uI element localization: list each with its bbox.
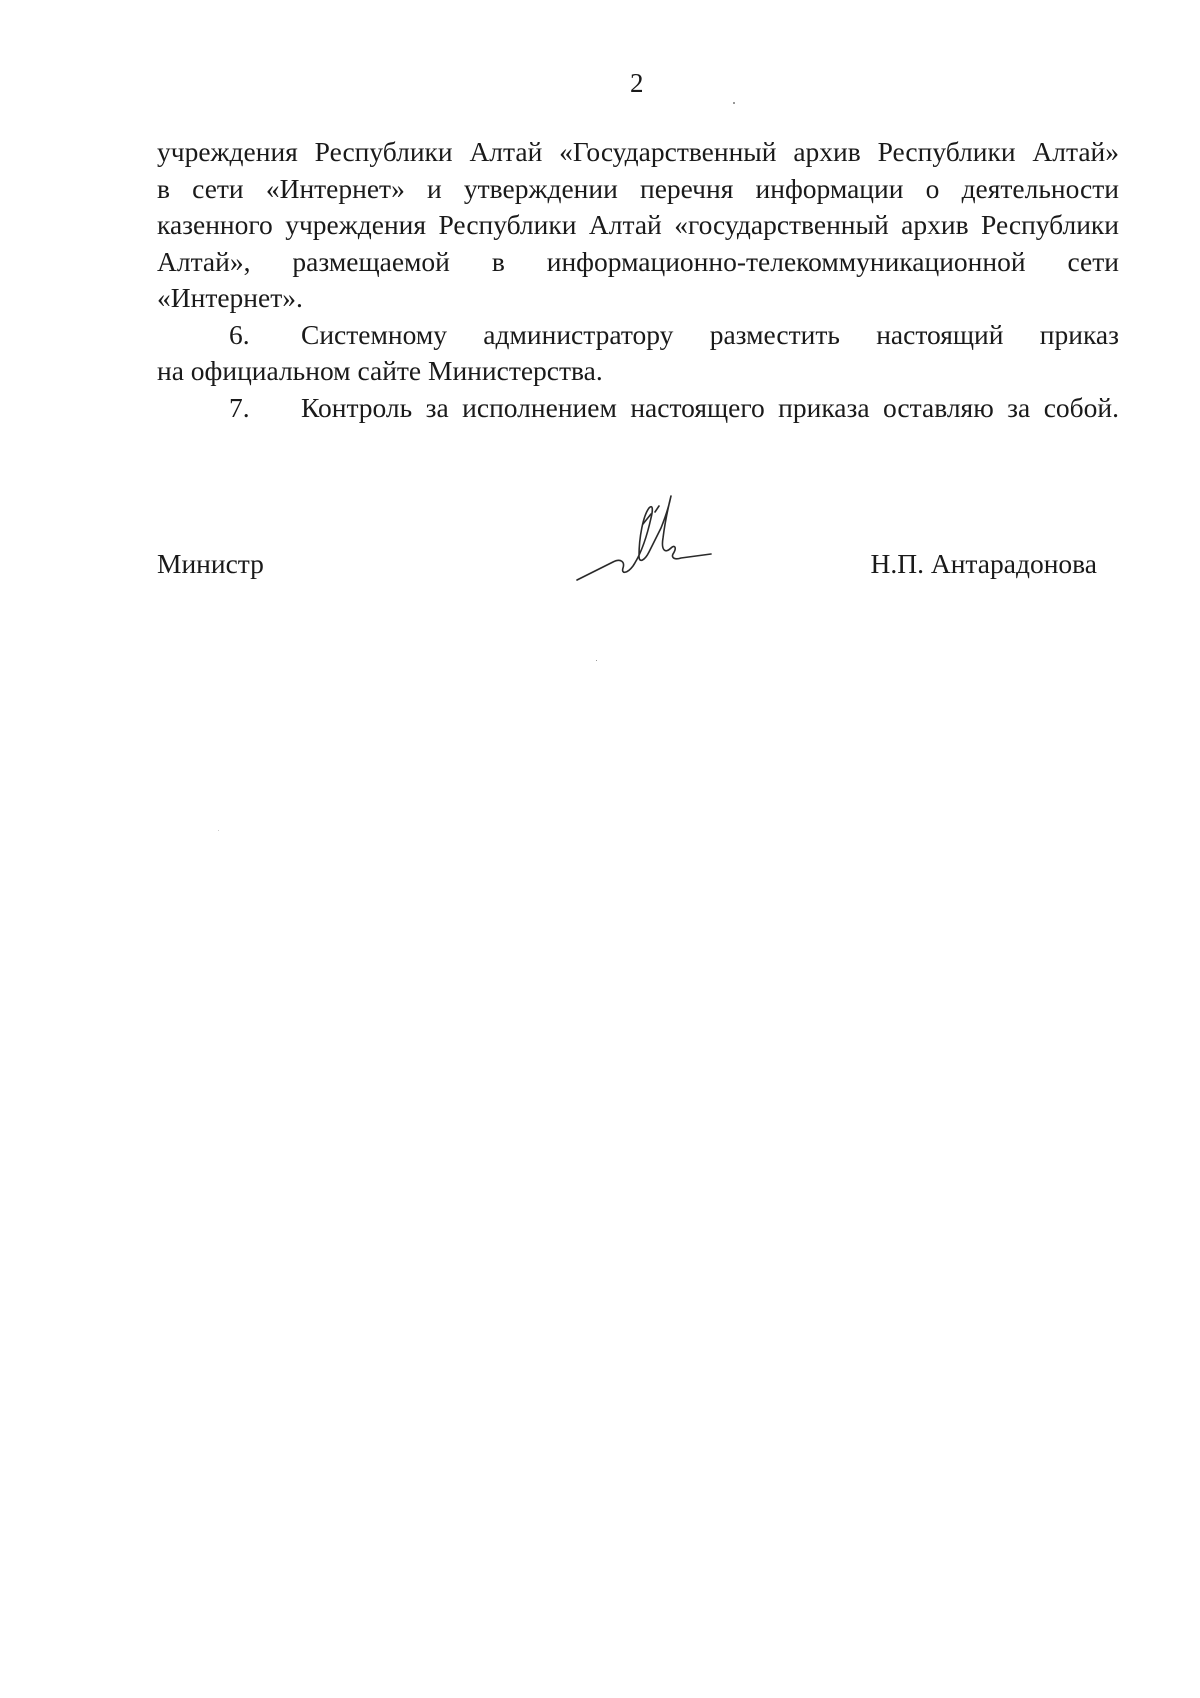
- signer-name: Н.П. Антарадонова: [870, 548, 1097, 579]
- paragraph-line: учреждения Республики Алтай «Государственный архив Республики Алтай»: [157, 136, 1119, 167]
- list-item-7: [157, 390, 1119, 427]
- scan-speck: [733, 102, 735, 104]
- signature-block: [157, 546, 1097, 586]
- item-number: 6.: [229, 318, 250, 350]
- document-body: [157, 134, 1119, 426]
- scan-speck: [218, 830, 219, 831]
- item-continuation: на официальном сайте Министерства.: [157, 355, 603, 386]
- list-item-6: [157, 317, 1119, 354]
- item-text: Контроль за исполнением настоящего приказа оставляю за собой.: [301, 391, 1119, 423]
- item-text: Системному администратору разместить настоящий приказ: [301, 318, 1119, 350]
- position-title: Министр: [157, 548, 264, 579]
- paragraph-line: «Интернет».: [157, 282, 303, 313]
- item-number: 7.: [229, 391, 250, 423]
- page-number: 2: [630, 68, 644, 98]
- paragraph-line: Алтай», размещаемой в информационно-телекоммуникационной сети: [157, 245, 1119, 277]
- scan-speck: [596, 660, 597, 661]
- paragraph-line: казенного учреждения Республики Алтай «государственный архив Республики: [157, 209, 1119, 240]
- paragraph-line: в сети «Интернет» и утверждении перечня информации о деятельности: [157, 172, 1119, 204]
